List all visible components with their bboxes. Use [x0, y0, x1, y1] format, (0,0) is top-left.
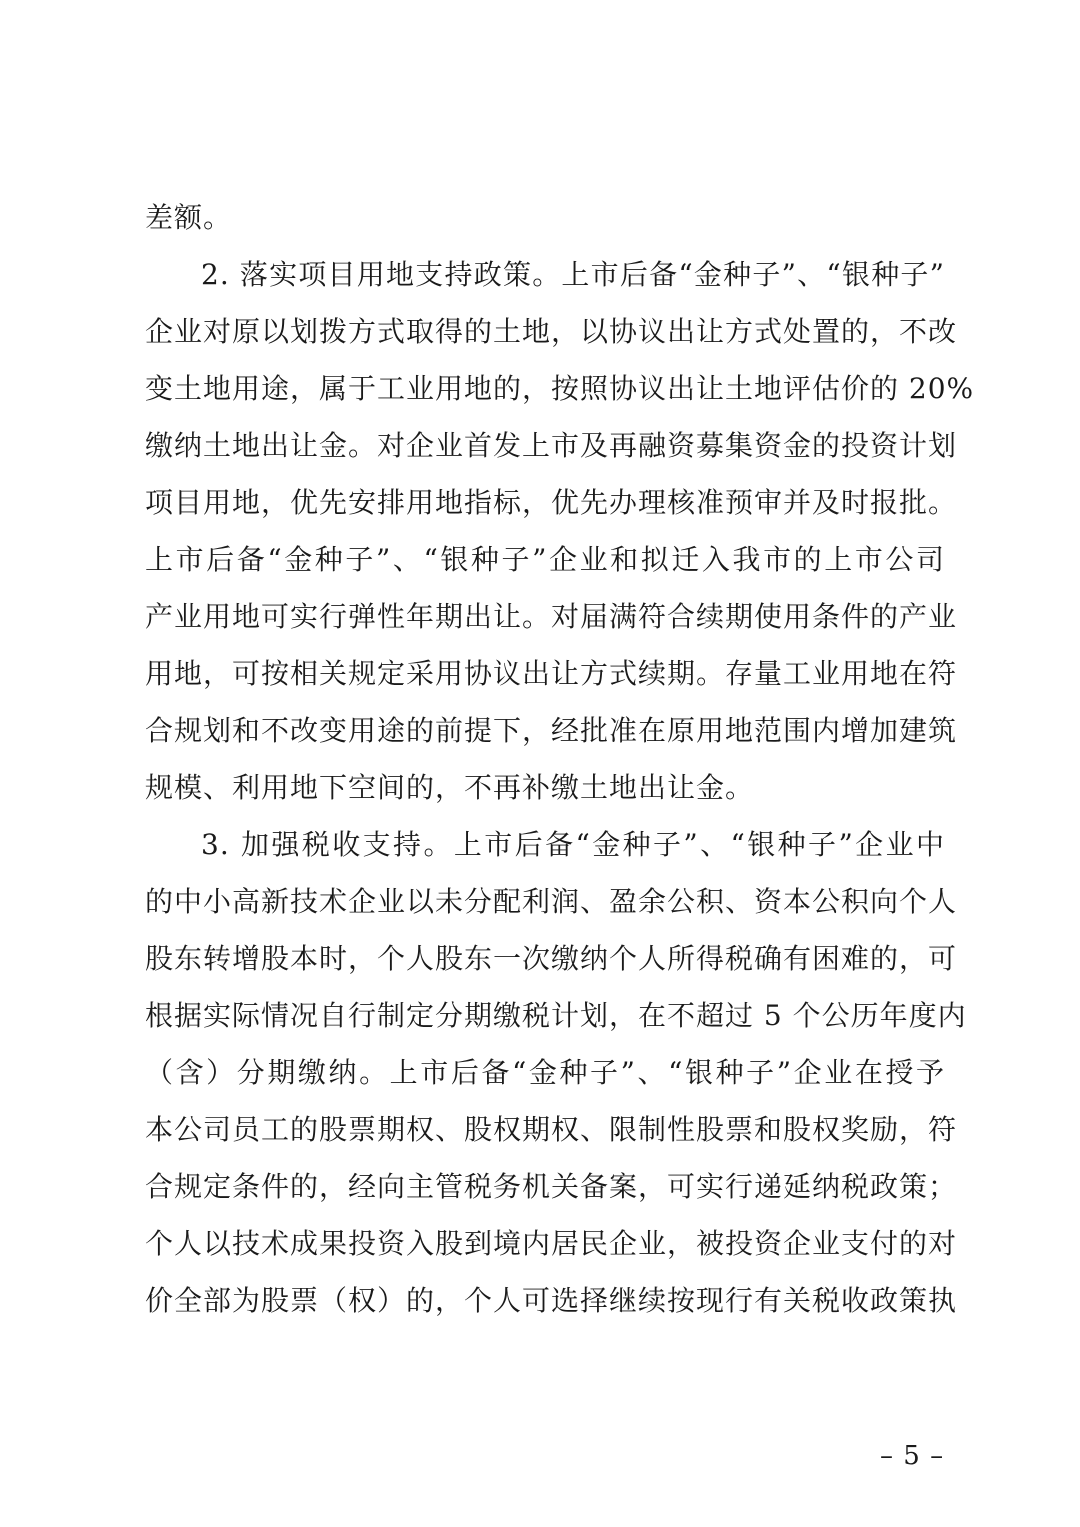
- text-line-3: 企业对原以划拨方式取得的土地，以协议出让方式处置的，不改: [145, 315, 958, 348]
- text-line-7: 上市后备“金种子”、“银种子”企业和拟迁入我市的上市公司: [145, 543, 945, 576]
- text-line-14: 股东转增股本时，个人股东一次缴纳个人所得税确有困难的，可: [145, 942, 958, 975]
- text-line-13: 的中小高新技术企业以未分配利润、盈余公积、资本公积向个人: [145, 885, 958, 918]
- page-number: – 5 –: [880, 1441, 945, 1471]
- text-line-9: 用地，可按相关规定采用协议出让方式续期。存量工业用地在符: [145, 657, 958, 690]
- text-line-16: （含）分期缴纳。上市后备“金种子”、“银种子”企业在授予: [145, 1056, 945, 1089]
- text-line-1: 差额。: [145, 201, 233, 234]
- text-line-12: 3. 加强税收支持。上市后备“金种子”、“银种子”企业中: [201, 828, 945, 861]
- text-line-10: 合规划和不改变用途的前提下，经批准在原用地范围内增加建筑: [145, 714, 958, 747]
- text-line-6: 项目用地，优先安排用地指标，优先办理核准预审并及时报批。: [145, 486, 958, 519]
- text-line-19: 个人以技术成果投资入股到境内居民企业，被投资企业支付的对: [145, 1227, 958, 1260]
- text-line-4: 变土地用途，属于工业用地的，按照协议出让土地评估价的 20%: [145, 372, 975, 405]
- text-line-20: 价全部为股票（权）的，个人可选择继续按现行有关税收政策执: [145, 1284, 958, 1317]
- text-line-15: 根据实际情况自行制定分期缴税计划，在不超过 5 个公历年度内: [145, 999, 967, 1032]
- text-line-11: 规模、利用地下空间的，不再补缴土地出让金。: [145, 771, 755, 804]
- text-line-5: 缴纳土地出让金。对企业首发上市及再融资募集资金的投资计划: [145, 429, 958, 462]
- text-line-8: 产业用地可实行弹性年期出让。对届满符合续期使用条件的产业: [145, 600, 958, 633]
- text-line-17: 本公司员工的股票期权、股权期权、限制性股票和股权奖励，符: [145, 1113, 958, 1146]
- text-line-18: 合规定条件的，经向主管税务机关备案，可实行递延纳税政策；: [145, 1170, 958, 1203]
- text-line-2: 2. 落实项目用地支持政策。上市后备“金种子”、“银种子”: [201, 258, 945, 291]
